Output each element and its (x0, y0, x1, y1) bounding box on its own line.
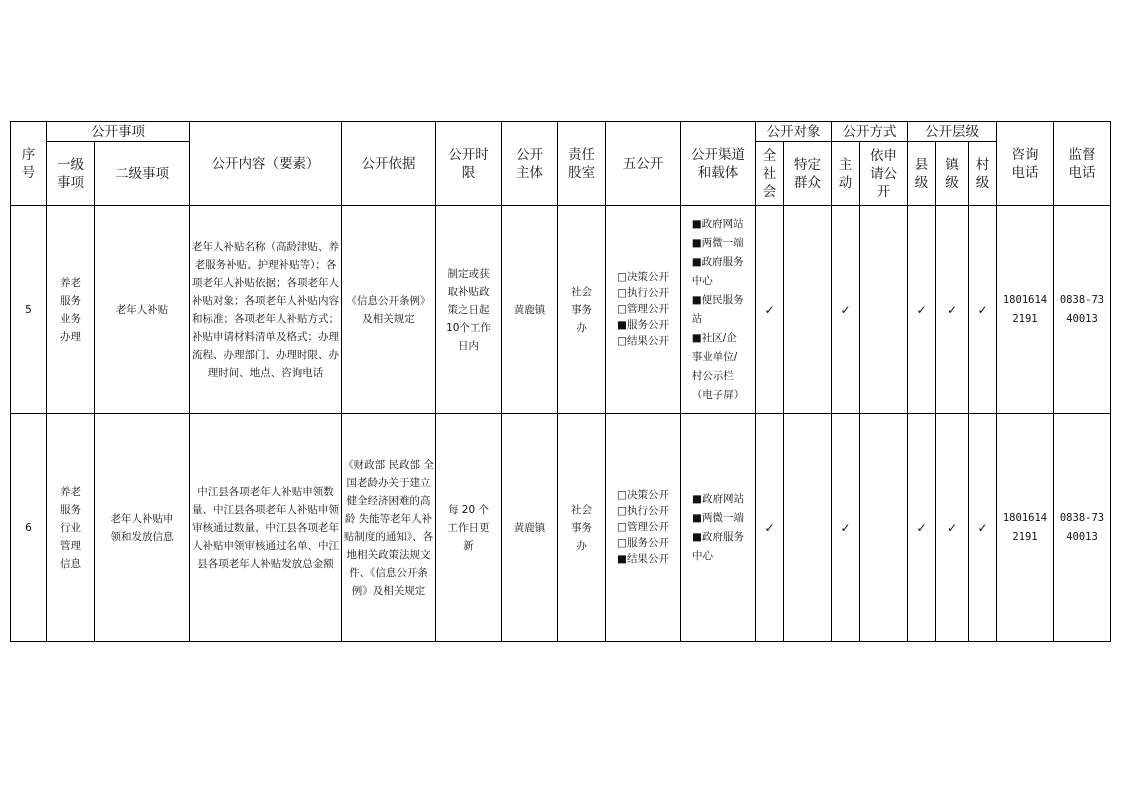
channel-item: ■两微一端 (692, 511, 744, 524)
channel-item: ■政府服务 (692, 530, 744, 543)
header-level1: 一级 事项 (47, 142, 95, 206)
disclosure-table (10, 121, 1111, 642)
channel-item: ■便民服务 (691, 293, 744, 306)
header-level2: 二级事项 (95, 142, 190, 206)
row-method-request (860, 414, 908, 642)
five-public-item: □服务公开 (617, 537, 669, 549)
header-target-specific: 特定 群众 (784, 142, 832, 206)
row-county: ✓ (908, 414, 936, 642)
row-target-specific (784, 414, 832, 642)
row-consult-phone: 1801614 2191 (997, 414, 1054, 642)
row-town: ✓ (936, 206, 969, 414)
row-village: ✓ (969, 414, 997, 642)
header-seq: 序 号 (11, 122, 47, 206)
five-public-item: □执行公开 (617, 287, 669, 299)
header-five-public: 五公开 (606, 122, 681, 206)
five-public-item: □决策公开 (617, 271, 669, 283)
row-content: 中江县各项老年人补贴申领数量、中江县各项老年人补贴申领审核通过数量、中江县各项老年人补贴申领审核通过名单、中江县各项老年人补贴发放总金额 (190, 414, 342, 642)
five-public-list (617, 269, 669, 349)
row-level2: 老年人补贴申 领和发放信息 (95, 414, 190, 642)
header-method-request: 依申 请公 开 (860, 142, 908, 206)
row-basis: 《财政部 民政部 全国老龄办关于建立健全经济困难的高龄 失能等老年人补贴制度的通知》、各地相关政策法规文件、《信息公开条例》及相关规定 (342, 414, 436, 642)
header-time-limit: 公开时 限 (436, 122, 502, 206)
row-subject: 黄鹿镇 (502, 206, 558, 414)
row-five-public (606, 414, 681, 642)
row-level2: 老年人补贴 (95, 206, 190, 414)
five-public-item: □决策公开 (617, 489, 669, 501)
channel-item: 事业单位/ (691, 350, 738, 363)
header-public-items: 公开事项 (47, 122, 190, 142)
channel-item: （电子屏） (691, 388, 745, 401)
five-public-item: □结果公开 (617, 335, 669, 347)
header-channel: 公开渠道 和载体 (681, 122, 756, 206)
row-basis: 《信息公开条例》及相关规定 (342, 206, 436, 414)
channel-item: ■政府服务 (691, 255, 744, 268)
row-seq: 6 (11, 414, 47, 642)
five-public-item: □管理公开 (617, 303, 669, 315)
row-county: ✓ (908, 206, 936, 414)
row-subject: 黄鹿镇 (502, 414, 558, 642)
channel-item: ■政府网站 (691, 217, 744, 230)
header-town: 镇 级 (936, 142, 969, 206)
header-level: 公开层级 (908, 122, 997, 142)
five-public-item: □执行公开 (617, 505, 669, 517)
row-target-all: ✓ (756, 206, 784, 414)
header-basis: 公开依据 (342, 122, 436, 206)
channel-item: 中心 (691, 274, 713, 287)
channel-item: ■社区/企 (691, 331, 737, 344)
row-town: ✓ (936, 414, 969, 642)
row-five-public (606, 206, 681, 414)
header-supervise-phone: 监督 电话 (1054, 122, 1111, 206)
row-time-limit: 每 20 个 工作日更 新 (436, 414, 502, 642)
channel-item: 站 (691, 312, 703, 325)
five-public-item: ■结果公开 (617, 553, 669, 565)
row-method-active: ✓ (832, 414, 860, 642)
row-level1: 养老 服务 行业 管理 信息 (47, 414, 95, 642)
five-public-item: □管理公开 (617, 521, 669, 533)
row-target-specific (784, 206, 832, 414)
row-method-request (860, 206, 908, 414)
header-consult-phone: 咨询 电话 (997, 122, 1054, 206)
header-village: 村 级 (969, 142, 997, 206)
row-supervise-phone: 0838-73 40013 (1054, 414, 1111, 642)
row-dept: 社会 事务 办 (558, 414, 606, 642)
header-target: 公开对象 (756, 122, 832, 142)
header-dept: 责任 股室 (558, 122, 606, 206)
row-time-limit: 制定或获 取补贴政 策之日起 10个工作 日内 (436, 206, 502, 414)
channel-item: 村公示栏 (691, 369, 734, 382)
header-content: 公开内容（要素） (190, 122, 342, 206)
header-method: 公开方式 (832, 122, 908, 142)
channel-item: ■两微一端 (691, 236, 744, 249)
row-channel (681, 206, 756, 414)
row-level1: 养老 服务 业务 办理 (47, 206, 95, 414)
row-method-active: ✓ (832, 206, 860, 414)
row-target-all: ✓ (756, 414, 784, 642)
header-subject: 公开 主体 (502, 122, 558, 206)
channel-item: ■政府网站 (692, 492, 744, 505)
channel-list (692, 490, 744, 566)
channel-item: 中心 (692, 549, 714, 562)
header-county: 县 级 (908, 142, 936, 206)
table-row (11, 414, 1111, 642)
table-row (11, 206, 1111, 414)
header-method-active: 主 动 (832, 142, 860, 206)
channel-list (692, 215, 745, 405)
five-public-list (617, 487, 669, 567)
row-village: ✓ (969, 206, 997, 414)
row-content: 老年人补贴名称（高龄津贴、养老服务补贴、护理补贴等）；各项老年人补贴依据；各项老年人补贴对象；各项老年人补贴内容和标准；各项老年人补贴方式；补贴申请材料清单及格式；办理流程、办理部门、办理时限、办理时间、地点、咨询电话 (190, 206, 342, 414)
row-dept: 社会 事务 办 (558, 206, 606, 414)
row-seq: 5 (11, 206, 47, 414)
row-supervise-phone: 0838-73 40013 (1054, 206, 1111, 414)
header-target-all: 全 社 会 (756, 142, 784, 206)
five-public-item: ■服务公开 (617, 319, 669, 331)
row-channel (681, 414, 756, 642)
row-consult-phone: 1801614 2191 (997, 206, 1054, 414)
